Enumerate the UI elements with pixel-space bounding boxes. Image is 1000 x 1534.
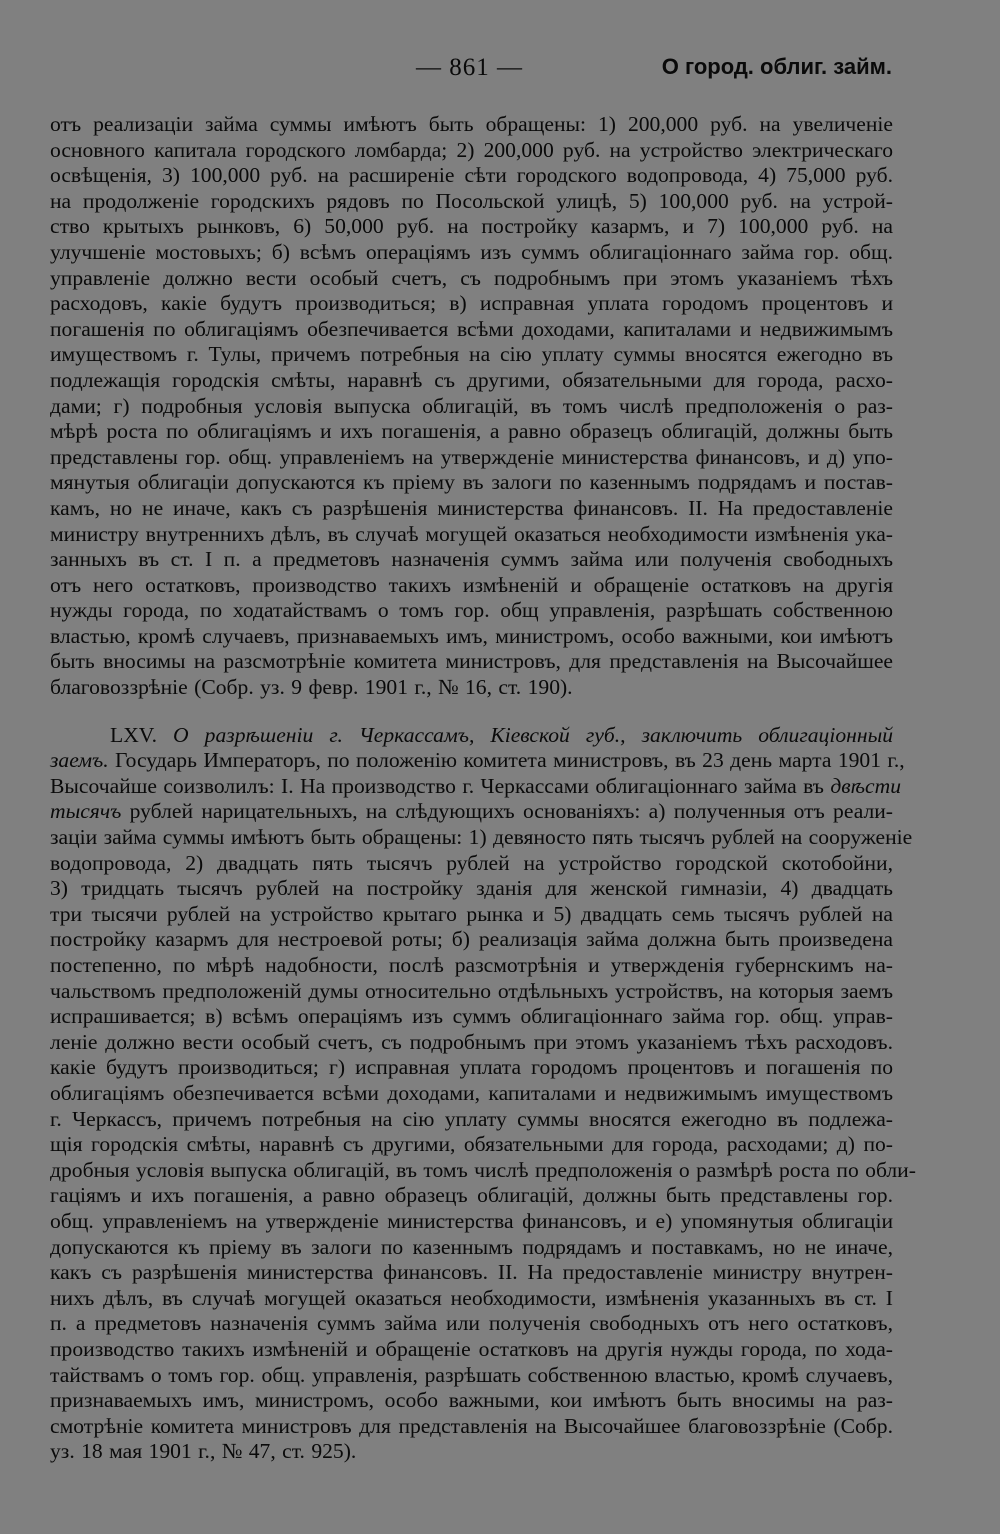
text-line: на продолженіе городскихъ рядовъ по Посольской улицѣ, 5) 100,000 руб. на устрой- — [50, 188, 893, 213]
text-line: г. Черкассъ, причемъ потребныя на сію уплату суммы вносятся ежегодно въ подлежа- — [50, 1106, 893, 1131]
text-line: мянутыя облигаціи допускаются къ пріему въ залоги по казеннымъ подрядамъ и постав- — [50, 470, 893, 495]
text-line: Высочайше соизволилъ: I. На производство г. Черкассами облигаціоннаго займа въ двѣсти — [50, 773, 901, 798]
running-title: О город. облиг. займ. — [661, 54, 892, 79]
text-line: основного капитала городского ломбарда; 2) 200,000 руб. на устройство электрическаго — [50, 137, 893, 162]
section-2-heading-line — [50, 723, 893, 749]
text-line: признаваемыхъ имъ, министромъ, особо важными, кои имѣютъ быть вносимы на раз- — [50, 1388, 893, 1413]
text-line: тайствамъ о томъ гор. общ. управленія, разрѣшать собственною властью, кромѣ случаевъ, — [50, 1362, 893, 1387]
amount-italic: двѣсти — [830, 773, 901, 798]
text-line: какъ съ разрѣшенія министерства финансовъ. II. На предоставленіе министру внутрен- — [50, 1260, 893, 1285]
text-line: общ. управленіемъ на утвержденіе министерства финансовъ, и е) упомянутыя облигаціи — [50, 1208, 893, 1233]
text-line: благовоззрѣніе (Собр. уз. 9 февр. 1901 г., № 16, ст. 190). — [50, 675, 573, 700]
section-2-paragraph — [50, 722, 916, 1465]
text-line: министру внутреннихъ дѣлъ, въ случаѣ могущей оказаться необходимости измѣненія ука- — [50, 521, 893, 546]
text-line: камъ, но не иначе, какъ съ разрѣшенія министерства финансовъ. II. На предоставленіе — [50, 495, 893, 520]
text-line: мѣрѣ роста по облигаціямъ и ихъ погашенія, а равно образецъ облигацій, должны быть — [50, 419, 893, 444]
text-line: заціи займа суммы имѣютъ быть обращены: 1) девяносто пять тысячъ рублей на сооруженіе — [50, 825, 913, 850]
text-line: управленіе должно вести особый счетъ, съ подробнымъ при этомъ указаніемъ тѣхъ — [50, 265, 893, 290]
text-line: постепенно, по мѣрѣ надобности, послѣ разсмотрѣнія и утвержденія губернскимъ на- — [50, 953, 893, 977]
text-line: смотрѣніе комитета министровъ для представленія на Высочайшее благовоззрѣніе (Собр. — [50, 1413, 893, 1438]
text-line: испрашивается; в) всѣмъ операціямъ изъ суммъ облигаціоннаго займа гор. общ. управ- — [50, 1004, 893, 1029]
text-line: погашенія по облигаціямъ обезпечивается всѣми доходами, капиталами и недвижимымъ — [50, 316, 893, 341]
text-line: занныхъ въ ст. I п. а предметовъ назначенія суммъ займа или полученія свободныхъ — [50, 547, 893, 572]
text-line: водопровода, 2) двадцать пять тысячъ рублей на устройство городской скотобойни, — [50, 850, 893, 875]
text-line: 3) тридцать тысячъ рублей на постройку зданія для женской гимназіи, 4) двадцать — [50, 876, 893, 901]
text-line: отъ реализаціи займа суммы имѣютъ быть обращены: 1) 200,000 руб. на увеличеніе — [50, 112, 893, 136]
text-line: какіе будутъ производиться; г) исправная уплата городомъ процентовъ и погашенія по — [50, 1055, 893, 1080]
body-text — [50, 112, 916, 1465]
text-line: щія городскія смѣты, наравнѣ съ другими, обязательными для города, расходами; д) по- — [50, 1132, 893, 1157]
text-line: гаціямъ и ихъ погашенія, а равно образецъ облигацій, должны быть представлены гор. — [50, 1183, 893, 1208]
text-line: производство такихъ измѣненій и обращеніе остатковъ на другія нужды города, по хода- — [50, 1336, 893, 1361]
text-line: чальствомъ предположеній думы относительно отдѣльныхъ устройствъ, на которыя заемъ — [50, 978, 893, 1003]
text-line: властью, кромѣ случаевъ, признаваемыхъ имъ, министромъ, особо важными, кои имѣютъ — [50, 623, 893, 648]
text-line: три тысячи рублей на устройство крытаго рынка и 5) двадцать семь тысячъ рублей на — [50, 901, 893, 926]
text-line: дами; г) подробныя условія выпуска облигацій, въ томъ числѣ предположенія о раз- — [50, 393, 893, 418]
text-line: подлежащія городскія смѣты, наравнѣ съ другими, обязательными для города, расхо- — [50, 367, 893, 392]
text-line: расходовъ, какіе будутъ производиться; в) исправная уплата городомъ процентовъ и — [50, 291, 893, 316]
text-line: отъ него остатковъ, производство такихъ измѣненій и обращеніе остатковъ на другія — [50, 572, 893, 597]
text-line: улучшеніе мостовыхъ; б) всѣмъ операціямъ изъ суммъ облигаціоннаго займа гор. общ. — [50, 239, 893, 264]
text-line: леніе должно вести особый счетъ, съ подробнымъ при этомъ указаніемъ тѣхъ расходовъ. — [50, 1029, 893, 1054]
text-line: быть вносимы на разсмотрѣніе комитета министровъ, для представленія на Высочайшее — [50, 649, 893, 674]
section-title: О разрѣшеніи г. Черкассамъ, Кіевской губ., заключить облигаціонный — [173, 722, 893, 747]
text-line: освѣщенія, 3) 100,000 руб. на расширеніе сѣти городского водопровода, 4) 75,000 руб. — [50, 163, 893, 188]
text-line: тысячъ рублей нарицательныхъ, на слѣдующихъ основаніяхъ: а) полученныя отъ реали- — [50, 799, 893, 824]
text-line: допускаются къ пріему въ залоги по казеннымъ подрядамъ и поставкамъ, но не иначе, — [50, 1234, 893, 1259]
amount-italic: тысячъ — [50, 799, 122, 824]
section-1-paragraph — [50, 112, 893, 701]
text-line: нихъ дѣлъ, въ случаѣ могущей оказаться необходимости, измѣненія указанныхъ въ ст. I — [50, 1285, 893, 1310]
text-line: представлены гор. общ. управленіемъ на утвержденіе министерства финансовъ, и д) упо- — [50, 444, 893, 469]
section-number: LXV. — [110, 722, 157, 747]
text-line: облигаціямъ обезпечивается всѣми доходами, капиталами и недвижимымъ имуществомъ — [50, 1080, 893, 1105]
text-line: ство крытыхъ рынковъ, 6) 50,000 руб. на постройку казармъ, и 7) 100,000 руб. на — [50, 214, 893, 239]
text-line: заемъ. Государь Императоръ, по положенію комитета министровъ, въ 23 день марта 1901 г., — [50, 748, 905, 773]
text-line: имуществомъ г. Тулы, причемъ потребныя на сію уплату суммы вносятся ежегодно въ — [50, 342, 893, 367]
text-line: нужды города, по ходатайствамъ о томъ гор. общ управленія, разрѣшать собственною — [50, 598, 893, 623]
text-line: уз. 18 мая 1901 г., № 47, ст. 925). — [50, 1439, 357, 1464]
text-line: дробныя условія выпуска облигацій, въ томъ числѣ предположенія о размѣрѣ роста по обли- — [50, 1157, 916, 1182]
text-line: постройку казармъ для нестроевой роты; б) реализація займа должна быть произведена — [50, 927, 893, 952]
page-header — [0, 54, 1000, 88]
page-number: — 861 — — [416, 54, 523, 81]
section-title-end: заемъ. — [50, 748, 109, 773]
text-line: п. а предметовъ назначенія суммъ займа или полученія свободныхъ отъ него остатковъ, — [50, 1311, 893, 1336]
